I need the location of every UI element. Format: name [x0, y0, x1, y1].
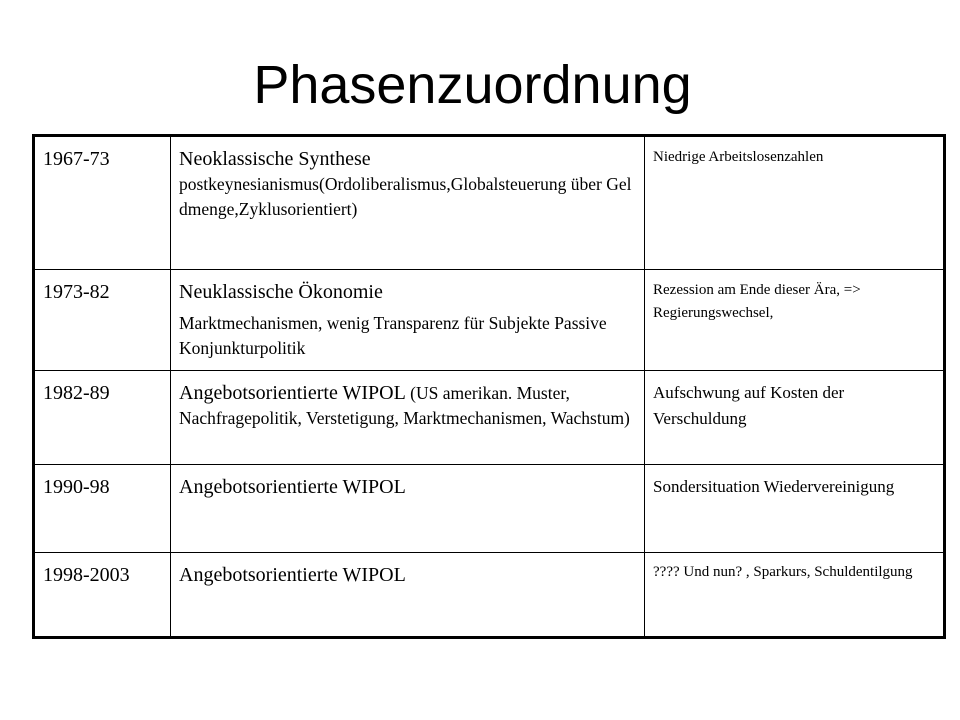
period-label: 1967-73	[43, 148, 110, 170]
table-row	[34, 465, 945, 553]
table-row	[34, 136, 945, 270]
phase-details-block	[179, 380, 636, 431]
period-label: 1973-82	[43, 281, 110, 303]
table-row	[34, 270, 945, 371]
phase-note: Rezession am Ende dieser Ära, => Regierungswechsel,	[653, 282, 861, 321]
description-cell	[171, 270, 645, 371]
year-cell	[34, 553, 171, 638]
phase-details: Marktmechanismen, wenig Transparenz für Subjekte Passive Konjunkturpolitik	[179, 313, 607, 358]
table-row	[34, 371, 945, 465]
year-cell	[34, 371, 171, 465]
note-cell	[645, 136, 945, 270]
note-cell	[645, 270, 945, 371]
note-cell	[645, 371, 945, 465]
phase-name: Angebotsorientierte WIPOL	[179, 476, 406, 498]
description-cell	[171, 371, 645, 465]
description-cell	[171, 136, 645, 270]
table-row	[34, 553, 945, 638]
year-cell	[34, 465, 171, 553]
phase-note: Niedrige Arbeitslosenzahlen	[653, 149, 824, 165]
period-label: 1998-2003	[43, 564, 130, 586]
phase-details: (US amerikan. Muster, Nachfragepolitik, Verstetigung, Marktmechanismen, Wachstum)	[179, 383, 630, 428]
phase-table	[32, 134, 946, 639]
description-cell	[171, 465, 645, 553]
year-cell	[34, 136, 171, 270]
phase-note: Aufschwung auf Kosten der Verschuldung	[653, 383, 845, 428]
period-label: 1990-98	[43, 476, 110, 498]
period-label: 1982-89	[43, 382, 110, 404]
phase-name: Neoklassische Synthese	[179, 148, 371, 170]
phase-details: postkeynesianismus(Ordoliberalismus,Globalsteuerung über Geldmenge,Zyklusorientiert)	[179, 174, 632, 219]
note-cell	[645, 553, 945, 638]
page-title: Phasenzuordnung	[253, 55, 692, 115]
phase-name: Neuklassische Ökonomie	[179, 281, 383, 303]
description-cell	[171, 553, 645, 638]
phase-note: Sondersituation Wiedervereinigung	[653, 477, 895, 496]
phase-name: Angebotsorientierte WIPOL	[179, 564, 406, 586]
phase-name: Angebotsorientierte WIPOL	[179, 382, 406, 404]
phase-note: ???? Und nun? , Sparkurs, Schuldentilgung	[653, 564, 913, 580]
year-cell	[34, 270, 171, 371]
note-cell	[645, 465, 945, 553]
